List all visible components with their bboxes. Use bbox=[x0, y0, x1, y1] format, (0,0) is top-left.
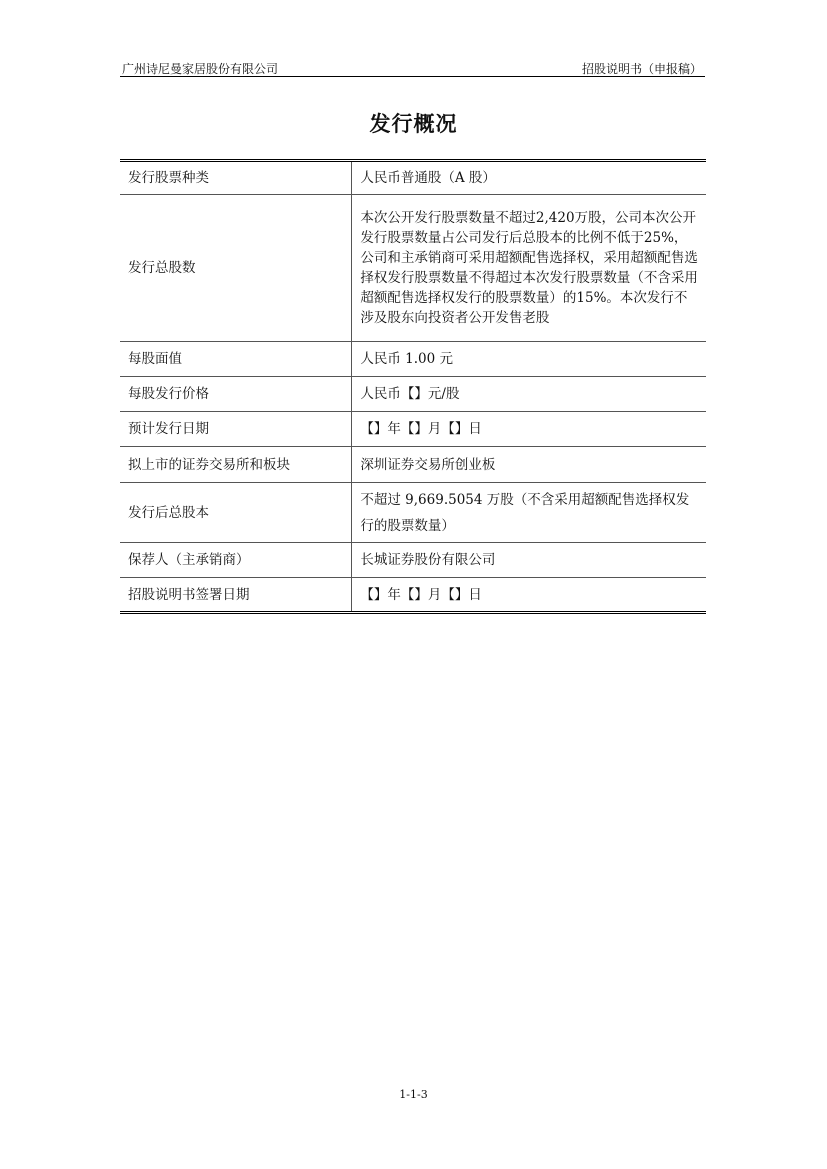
row-key: 招股说明书签署日期 bbox=[120, 578, 352, 613]
table-row bbox=[120, 195, 706, 342]
page-number: 1-1-3 bbox=[399, 1088, 428, 1101]
row-value: 长城证券股份有限公司 bbox=[352, 543, 706, 578]
table-row bbox=[120, 447, 706, 483]
row-value: 【】年【】月【】日 bbox=[352, 578, 706, 613]
row-key: 保荐人（主承销商） bbox=[120, 543, 352, 578]
page-title: 发行概况 bbox=[369, 112, 458, 136]
header-rule bbox=[120, 76, 705, 77]
table-row bbox=[120, 342, 706, 377]
row-key: 发行后总股本 bbox=[120, 483, 352, 543]
row-value: 本次公开发行股票数量不超过2,420万股，公司本次公开发行股票数量占公司发行后总股本的比例不低于25%，公司和主承销商可采用超额配售选择权，采用超额配售选择权发行股票数量不得超过本次发行股票数量（不含采用超额配售选择权发行的股票数量）的15%。本次发行不涉及股东向投资者公开发售老股 bbox=[352, 195, 706, 342]
header-document-type: 招股说明书（申报稿） bbox=[581, 62, 702, 76]
row-key: 发行股票种类 bbox=[120, 161, 352, 195]
row-value: 深圳证券交易所创业板 bbox=[352, 447, 706, 483]
row-key: 拟上市的证券交易所和板块 bbox=[120, 447, 352, 483]
row-key: 预计发行日期 bbox=[120, 412, 352, 447]
table-row bbox=[120, 412, 706, 447]
row-value: 【】年【】月【】日 bbox=[352, 412, 706, 447]
table-row bbox=[120, 161, 706, 195]
row-key: 发行总股数 bbox=[120, 195, 352, 342]
issuance-summary-table bbox=[120, 159, 706, 614]
row-value: 不超过 9,669.5054 万股（不含采用超额配售选择权发行的股票数量） bbox=[352, 483, 706, 543]
header-company: 广州诗尼曼家居股份有限公司 bbox=[122, 62, 279, 76]
row-value: 人民币【】元/股 bbox=[352, 377, 706, 412]
row-key: 每股发行价格 bbox=[120, 377, 352, 412]
table-row bbox=[120, 543, 706, 578]
row-value: 人民币 1.00 元 bbox=[352, 342, 706, 377]
row-value: 人民币普通股（A 股） bbox=[360, 170, 496, 186]
table-row bbox=[120, 578, 706, 613]
table-row bbox=[120, 483, 706, 543]
row-key: 每股面值 bbox=[120, 342, 352, 377]
table-row bbox=[120, 377, 706, 412]
